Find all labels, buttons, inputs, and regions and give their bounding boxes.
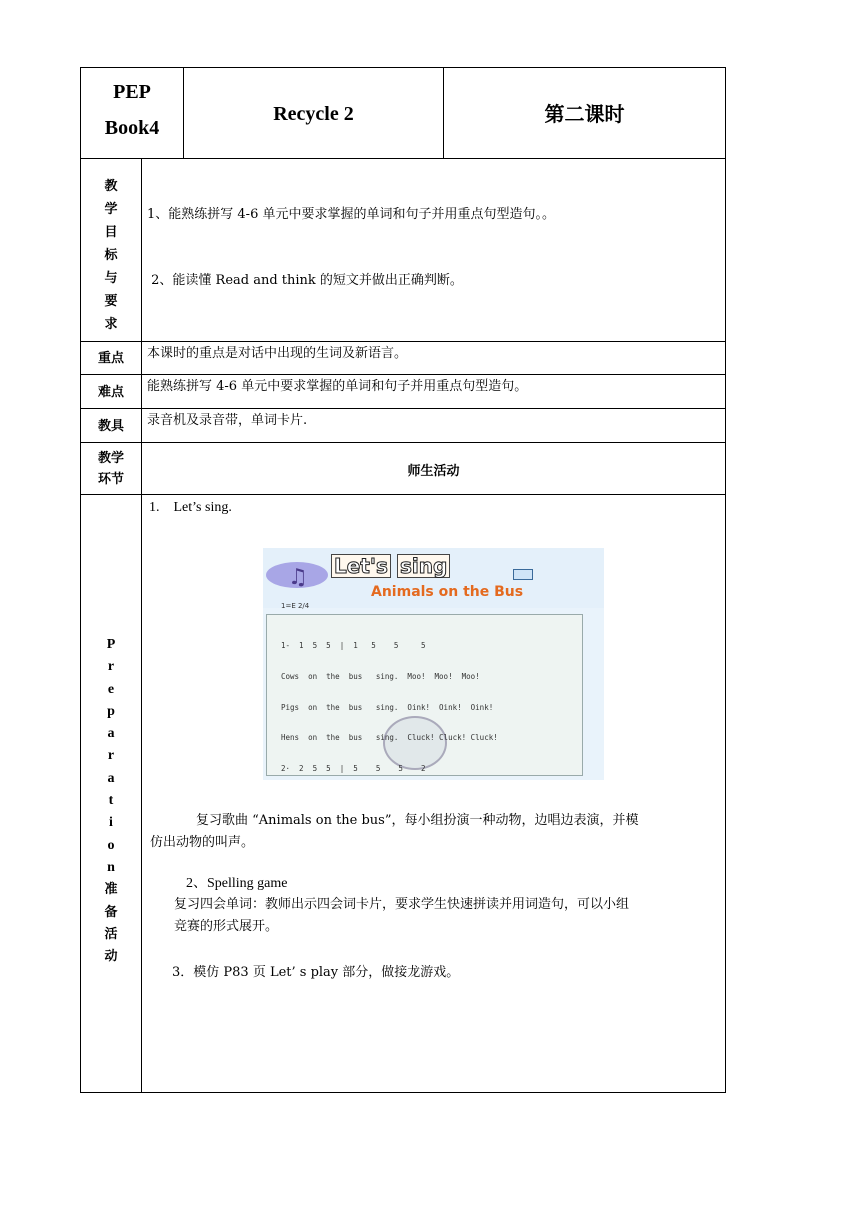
song-sheet-lyrics (281, 621, 502, 780)
song-key: 1=E 2/4 (281, 602, 310, 610)
objectives-label-char: 学 (104, 202, 118, 217)
review-song-line-2: 仿出动物的叫声。 (150, 835, 255, 850)
svg-text:♫: ♫ (288, 565, 308, 588)
song-sheet-line: 2· 2 5 5 | 5 5 5 2 (281, 763, 426, 773)
objectives-label-char: 教 (104, 179, 118, 194)
preparation-label-char: 备 (104, 904, 118, 920)
objectives-text (147, 160, 722, 336)
song-music-note-icon (266, 562, 328, 588)
objectives-label-char: 与 (104, 271, 118, 286)
song-image-animals-on-the-bus (263, 548, 604, 780)
song-sheet-line: Pigs on the bus sing. Oink! Oink! Oink! (281, 702, 494, 712)
preparation-label-char: o (107, 837, 115, 853)
objective-line-1: 1、能熟练拼写 4-6 单元中要求掌握的单词和句子并用重点句型造句。。 (147, 207, 555, 222)
preparation-label-char: 准 (104, 882, 118, 898)
preparation-label-char: t (108, 793, 114, 809)
objective-line-2: 2、能读懂 Read and think 的短文并做出正确判断。 (147, 273, 463, 288)
header-unit: Recycle 2 (273, 103, 354, 125)
preparation-label-char: P (106, 637, 116, 652)
objectives-label-char: 要 (104, 294, 118, 309)
header-book-line-2: Book4 (104, 117, 160, 139)
preparation-label-char: r (107, 659, 115, 675)
preparation-label-char: a (107, 770, 115, 786)
stage-label-line-2: 环节 (97, 472, 124, 487)
key-points-label: 重点 (97, 351, 124, 366)
stage-label (81, 448, 141, 490)
song-sheet-line: Cows on the bus sing. Moo! Moo! Moo! (281, 672, 480, 682)
preparation-label-char: e (107, 681, 115, 697)
step-2-title: 2、Spelling game (186, 876, 288, 891)
stage-label-line-1: 教学 (97, 451, 124, 466)
song-subtitle: Animals on the Bus (371, 584, 524, 600)
difficulties-text: 能熟练拼写 4-6 单元中要求掌握的单词和句子并用重点句型造句。 (147, 379, 528, 394)
music-note-icon (266, 562, 328, 588)
review-song-text (150, 810, 722, 854)
step-2-line-1: 复习四会单词：教师出示四会词卡片，要求学生快速拼读并用词造句，可以小组 (174, 897, 630, 912)
table-border-right (725, 67, 726, 1093)
tools-label: 教具 (97, 419, 124, 434)
tools-text: 录音机及录音带，单词卡片. (147, 413, 308, 428)
review-song-line-1: 复习歌曲 “Animals on the bus”，每小组扮演一种动物，边唱边表演，并模 (196, 813, 639, 828)
step-2-text (174, 894, 722, 938)
song-title-tile: Let's (331, 554, 391, 578)
objectives-label-char: 目 (104, 225, 118, 240)
row-divider-4 (80, 408, 726, 409)
key-points-text: 本课时的重点是对话中出现的生词及新语言。 (147, 346, 408, 361)
table-border-top (80, 67, 726, 68)
row-divider-2 (80, 341, 726, 342)
row-divider-6 (80, 494, 726, 495)
step-2-line-2: 竞赛的形式展开。 (174, 919, 279, 934)
difficulties-label: 难点 (97, 385, 124, 400)
header-book (81, 74, 183, 146)
objectives-label (81, 175, 141, 336)
preparation-label (81, 634, 141, 968)
song-sheet-line: Hens on the bus sing. Cluck! Cluck! Cluck! (281, 733, 498, 743)
preparation-label-char: p (107, 703, 115, 719)
song-sheet-line: 1- 1 5 5 | 1 5 5 5 (281, 641, 426, 651)
preparation-label-char: n (107, 859, 115, 875)
label-column-divider (141, 158, 142, 1093)
row-divider-1 (80, 158, 726, 159)
preparation-label-char: i (109, 815, 113, 831)
song-title-tile: sing (397, 554, 450, 578)
table-border-bottom (80, 1092, 726, 1093)
preparation-label-char: r (107, 748, 115, 764)
step-3-text: 3．模仿 P83 页 Let’ s play 部分，做接龙游戏。 (172, 965, 460, 980)
objectives-label-char: 求 (104, 317, 118, 332)
song-title-tiles (331, 554, 451, 578)
row-divider-3 (80, 374, 726, 375)
row-divider-5 (80, 442, 726, 443)
song-play-button-icon (513, 569, 533, 580)
header-book-line-1: PEP (113, 81, 151, 103)
header-lesson: 第二课时 (544, 102, 625, 126)
step-1-title: 1. Let’s sing. (149, 500, 232, 515)
objectives-label-char: 标 (104, 248, 118, 263)
preparation-label-char: 活 (104, 926, 118, 942)
preparation-label-char: 动 (104, 949, 118, 965)
stage-title: 师生活动 (407, 464, 460, 479)
preparation-label-char: a (107, 726, 115, 742)
